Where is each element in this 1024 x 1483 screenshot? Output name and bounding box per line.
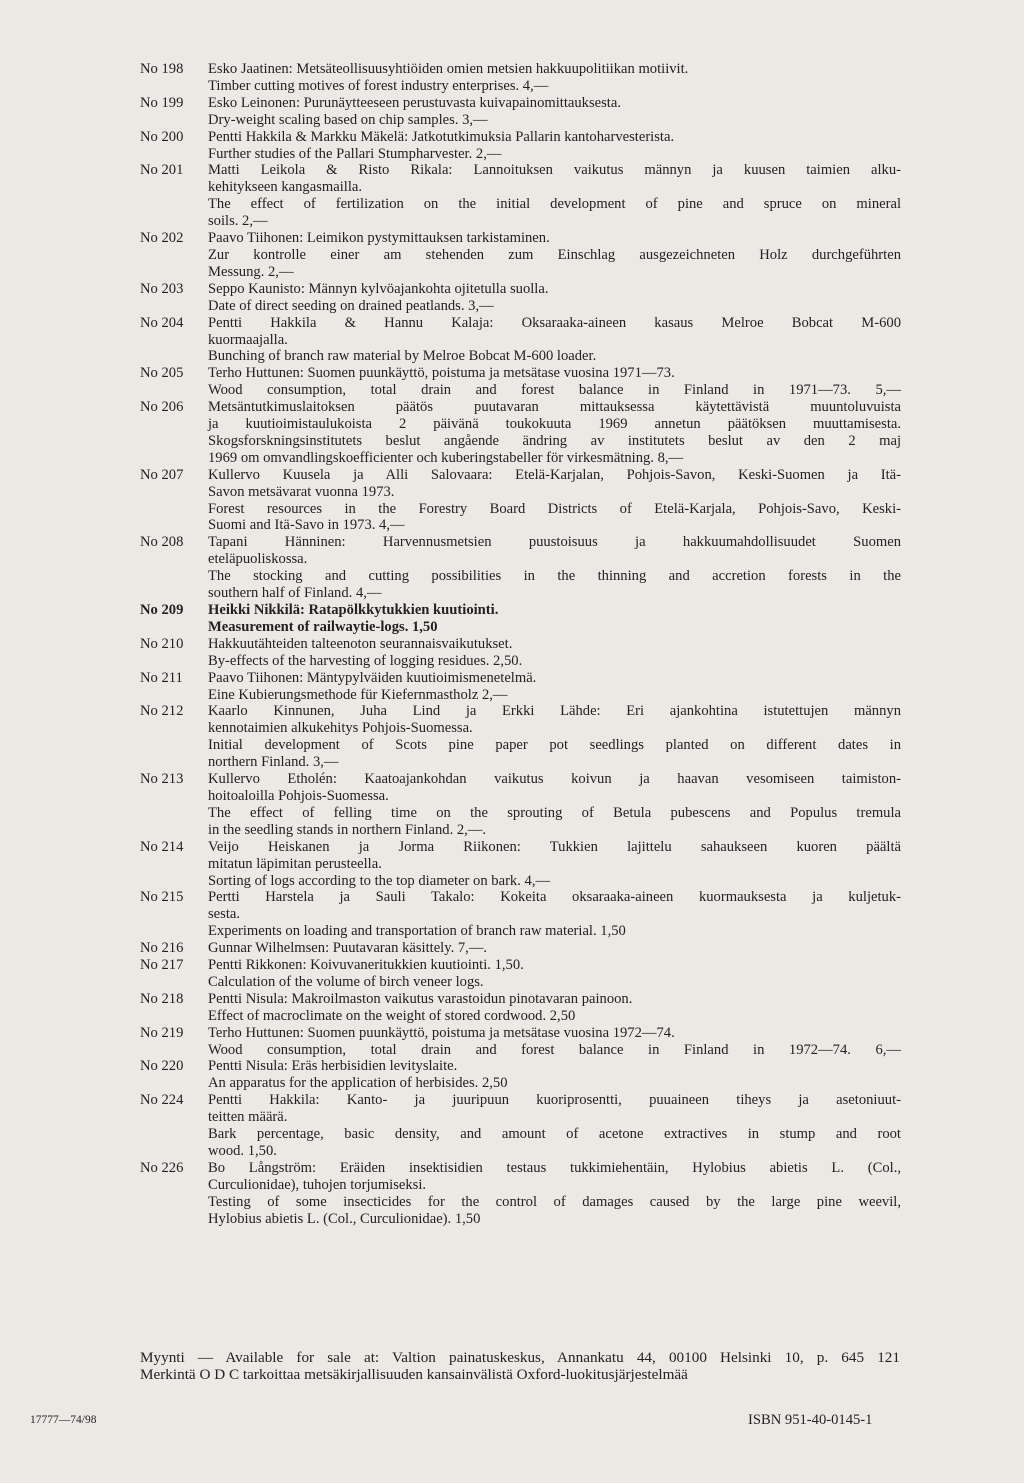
entry-line: Messung. 2,— (208, 263, 294, 280)
entry-line: Paavo Tiihonen: Mäntypylväiden kuutioimismenetelmä. (208, 669, 537, 686)
entry-text (208, 889, 901, 940)
footer (140, 1349, 900, 1383)
entry-number: No 211 (140, 669, 183, 686)
entry-text (208, 1025, 901, 1059)
entry-text (208, 95, 901, 129)
entry-line: Pertti Harstela ja Sauli Takalo: Kokeita oksaraaka-aineen kuormauksesta ja kuljetuk- (208, 889, 901, 906)
entry-number: No 217 (140, 957, 184, 974)
entry-number: No 206 (140, 399, 184, 416)
entry-number: No 215 (140, 889, 184, 906)
entry-line: in the seedling stands in northern Finland. 2,—. (208, 821, 487, 838)
publication-entry (140, 534, 902, 602)
entry-text (208, 1058, 901, 1092)
entry-line: Matti Leikola & Risto Rikala: Lannoituksen vaikutus männyn ja kuusen taimien alku- (208, 162, 901, 179)
entry-line: Dry-weight scaling based on chip samples. 3,— (208, 111, 488, 128)
entry-text (208, 839, 901, 890)
entry-text (208, 771, 901, 839)
entry-line: Eine Kubierungsmethode für Kiefernmastholz 2,— (208, 686, 508, 703)
entry-text (208, 467, 901, 535)
entry-line: soils. 2,— (208, 213, 268, 230)
entry-text (208, 703, 901, 771)
entry-text (208, 315, 901, 366)
entry-number: No 220 (140, 1058, 184, 1075)
publication-entry (140, 670, 902, 704)
publication-entry (140, 1025, 902, 1059)
entry-line: Terho Huttunen: Suomen puunkäyttö, poistuma ja metsätase vuosina 1971—73. (208, 365, 675, 382)
entry-line: Esko Leinonen: Purunäytteeseen perustuvasta kuivapainomittauksesta. (208, 94, 621, 111)
publication-list (140, 61, 902, 1228)
entry-line: kuormaajalla. (208, 331, 288, 348)
entry-number: No 209 (140, 602, 184, 618)
entry-line: Date of direct seeding on drained peatlands. 3,— (208, 297, 494, 314)
print-code: 17777—74/98 (30, 1414, 97, 1426)
entry-line: Veijo Heiskanen ja Jorma Riikonen: Tukkien lajittelu sahaukseen kuoren päältä (208, 838, 901, 855)
entry-number: No 202 (140, 230, 184, 247)
publication-entry (140, 1160, 902, 1228)
entry-text (208, 230, 901, 281)
entry-line: kennotaimien alkukehitys Pohjois-Suomessa. (208, 720, 473, 737)
entry-number: No 218 (140, 990, 184, 1007)
publication-entry (140, 230, 902, 281)
entry-number: No 205 (140, 365, 184, 382)
entry-line: The effect of felling time on the sprouting of Betula pubescens and Populus tremula (208, 804, 901, 821)
entry-line: Skogsforskningsinstitutets beslut angående ändring av institutets beslut av den 2 maj (208, 432, 901, 449)
entry-line: Hakkuutähteiden talteenoton seurannaisvaikutukset. (208, 635, 513, 652)
entry-text (208, 365, 901, 399)
entry-line: Pentti Hakkila & Markku Mäkelä: Jatkotutkimuksia Pallarin kantoharvesterista. (208, 128, 675, 145)
entry-line: Measurement of railwaytie-logs. 1,50 (208, 618, 438, 635)
publication-entry (140, 61, 902, 95)
entry-line: Pentti Hakkila: Kanto- ja juuripuun kuoriprosentti, puuaineen tiheys ja asetoniuut- (208, 1092, 901, 1109)
entry-text (208, 636, 901, 670)
publication-entry (140, 399, 902, 467)
entry-line: Metsäntutkimuslaitoksen päätös puutavaran mittauksessa käytettävistä muuntoluvuista (208, 399, 901, 416)
entry-line: Bunching of branch raw material by Melroe Bobcat M-600 loader. (208, 348, 597, 365)
entry-number: No 200 (140, 128, 184, 145)
publication-entry (140, 703, 902, 771)
entry-number: No 203 (140, 280, 184, 297)
entry-number: No 201 (140, 162, 184, 179)
entry-line: ja kuutioimistaulukoista 2 päivänä toukokuuta 1969 annetun päätöksen muuttamisesta. (208, 416, 901, 433)
entry-line: Effect of macroclimate on the weight of stored cordwood. 2,50 (208, 1007, 576, 1024)
entry-number: No 224 (140, 1092, 184, 1109)
entry-line: Zur kontrolle einer am stehenden zum Einschlag ausgezeichneten Holz durchgeführten (208, 246, 901, 263)
entry-line: Timber cutting motives of forest industry enterprises. 4,— (208, 77, 549, 94)
publication-entry (140, 162, 902, 230)
entry-number: No 226 (140, 1159, 184, 1176)
entry-line: Bo Långström: Eräiden insektisidien testaus tukkimiehentäin, Hylobius abietis L. (Col., (208, 1159, 901, 1176)
entry-number: No 213 (140, 771, 184, 788)
entry-line: Kullervo Etholén: Kaatoajankohdan vaikutus koivun ja haavan vesomiseen taimiston- (208, 771, 901, 788)
entry-text (208, 281, 901, 315)
entry-text (208, 399, 901, 467)
entry-line: Esko Jaatinen: Metsäteollisuusyhtiöiden omien metsien hakkuupolitiikan motiivit. (208, 61, 689, 77)
entry-line: Further studies of the Pallari Stumpharvester. 2,— (208, 145, 502, 162)
publication-entry (140, 365, 902, 399)
entry-line: Initial development of Scots pine paper pot seedlings planted on different dates in (208, 737, 901, 754)
odc-note: Merkintä O D C tarkoittaa metsäkirjallisuuden kansainvälistä Oxford-luokitusjärjestelmää (140, 1366, 688, 1383)
entry-line: mitatun läpimitan perusteella. (208, 855, 382, 872)
entry-line: northern Finland. 3,— (208, 754, 339, 771)
entry-line: Pentti Nisula: Makroilmaston vaikutus varastoidun pinotavaran painoon. (208, 990, 633, 1007)
entry-line: Sorting of logs according to the top diameter on bark. 4,— (208, 872, 551, 889)
sale-info: Myynti — Available for sale at: Valtion painatuskeskus, Annankatu 44, 00100 Helsinki 10, p. 645 121 (140, 1349, 900, 1366)
entry-line: Hylobius abietis L. (Col., Curculionidae). 1,50 (208, 1210, 481, 1227)
entry-line: Forest resources in the Forestry Board Districts of Etelä-Karjala, Pohjois-Savo, Keski- (208, 500, 901, 517)
entry-text (208, 670, 901, 704)
entry-number: No 208 (140, 534, 184, 551)
entry-line: Savon metsävarat vuonna 1973. (208, 483, 395, 500)
entry-line: Kaarlo Kinnunen, Juha Lind ja Erkki Lähde: Eri ajankohtina istutettujen männyn (208, 703, 901, 720)
entry-number: No 199 (140, 94, 184, 111)
publication-entry (140, 602, 902, 636)
entry-line: eteläpuoliskossa. (208, 551, 308, 568)
entry-line: Paavo Tiihonen: Leimikon pystymittauksen tarkistaminen. (208, 230, 550, 247)
entry-line: The effect of fertilization on the initial development of pine and spruce on mineral (208, 196, 901, 213)
publication-entry (140, 467, 902, 535)
entry-line: Suomi and Itä-Savo in 1973. 4,— (208, 517, 405, 534)
entry-text (208, 1092, 901, 1160)
entry-text (208, 129, 901, 163)
entry-line: kehitykseen kangasmailla. (208, 179, 362, 196)
entry-number: No 219 (140, 1024, 184, 1041)
publication-entry (140, 940, 902, 957)
entry-line: Testing of some insecticides for the control of damages caused by the large pine weevil, (208, 1193, 901, 1210)
entry-text (208, 61, 901, 95)
publication-entry (140, 889, 902, 940)
entry-text (208, 940, 901, 957)
entry-line: Kullervo Kuusela ja Alli Salovaara: Etelä-Karjalan, Pohjois-Savon, Keski-Suomen ja Itä- (208, 466, 901, 483)
publication-entry (140, 129, 902, 163)
entry-line: teitten määrä. (208, 1109, 288, 1126)
publication-entry (140, 1058, 902, 1092)
entry-line: An apparatus for the application of herbisides. 2,50 (208, 1075, 508, 1092)
entry-text (208, 957, 901, 991)
entry-line: Calculation of the volume of birch veneer logs. (208, 973, 484, 990)
entry-text (208, 1160, 901, 1228)
entry-line: By-effects of the harvesting of logging residues. 2,50. (208, 652, 523, 669)
entry-line: Pentti Rikkonen: Koivuvaneritukkien kuutiointi. 1,50. (208, 957, 524, 974)
entry-line: Seppo Kaunisto: Männyn kylvöajankohta ojitetulla suolla. (208, 280, 549, 297)
isbn: ISBN 951-40-0145-1 (748, 1412, 873, 1428)
entry-number: No 198 (140, 61, 184, 77)
entry-line: Wood consumption, total drain and forest balance in Finland in 1972—74. 6,— (208, 1041, 901, 1058)
entry-text (208, 162, 901, 230)
entry-line: Terho Huttunen: Suomen puunkäyttö, poistuma ja metsätase vuosina 1972—74. (208, 1024, 675, 1041)
entry-line: Bark percentage, basic density, and amount of acetone extractives in stump and root (208, 1126, 901, 1143)
entry-line: Wood consumption, total drain and forest balance in Finland in 1971—73. 5,— (208, 382, 901, 399)
entry-line: The stocking and cutting possibilities in the thinning and accretion forests in the (208, 568, 901, 585)
entry-line: southern half of Finland. 4,— (208, 585, 382, 602)
publication-entry (140, 281, 902, 315)
entry-number: No 212 (140, 703, 184, 720)
entry-line: sesta. (208, 906, 241, 923)
entry-number: No 216 (140, 940, 184, 957)
entry-number: No 210 (140, 635, 184, 652)
publication-entry (140, 636, 902, 670)
publication-entry (140, 95, 902, 129)
entry-line: wood. 1,50. (208, 1143, 277, 1159)
publication-entry (140, 957, 902, 991)
entry-line: Heikki Nikkilä: Ratapölkkytukkien kuutiointi. (208, 602, 499, 618)
publication-entry (140, 991, 902, 1025)
publication-entry (140, 1092, 902, 1160)
entry-line: Tapani Hänninen: Harvennusmetsien puustoisuus ja hakkuumahdollisuudet Suomen (208, 534, 901, 551)
publication-entry (140, 315, 902, 366)
entry-text (208, 534, 901, 602)
publication-entry (140, 771, 902, 839)
entry-line: Curculionidae), tuhojen torjumiseksi. (208, 1176, 427, 1193)
entry-line: Pentti Hakkila & Hannu Kalaja: Oksaraaka-aineen kasaus Melroe Bobcat M-600 (208, 314, 901, 331)
publication-entry (140, 839, 902, 890)
entry-text (208, 991, 901, 1025)
entry-number: No 204 (140, 314, 184, 331)
entry-line: 1969 om omvandlingskoefficienter och kuberingstabeller för virkesmätning. 8,— (208, 449, 684, 466)
entry-line: Pentti Nisula: Eräs herbisidien levityslaite. (208, 1058, 458, 1075)
entry-number: No 214 (140, 838, 184, 855)
entry-line: Experiments on loading and transportation of branch raw material. 1,50 (208, 923, 626, 940)
entry-number: No 207 (140, 466, 184, 483)
entry-line: Gunnar Wilhelmsen: Puutavaran käsittely. 7,—. (208, 940, 488, 957)
entry-text (208, 602, 901, 636)
entry-line: hoitoaloilla Pohjois-Suomessa. (208, 787, 389, 804)
